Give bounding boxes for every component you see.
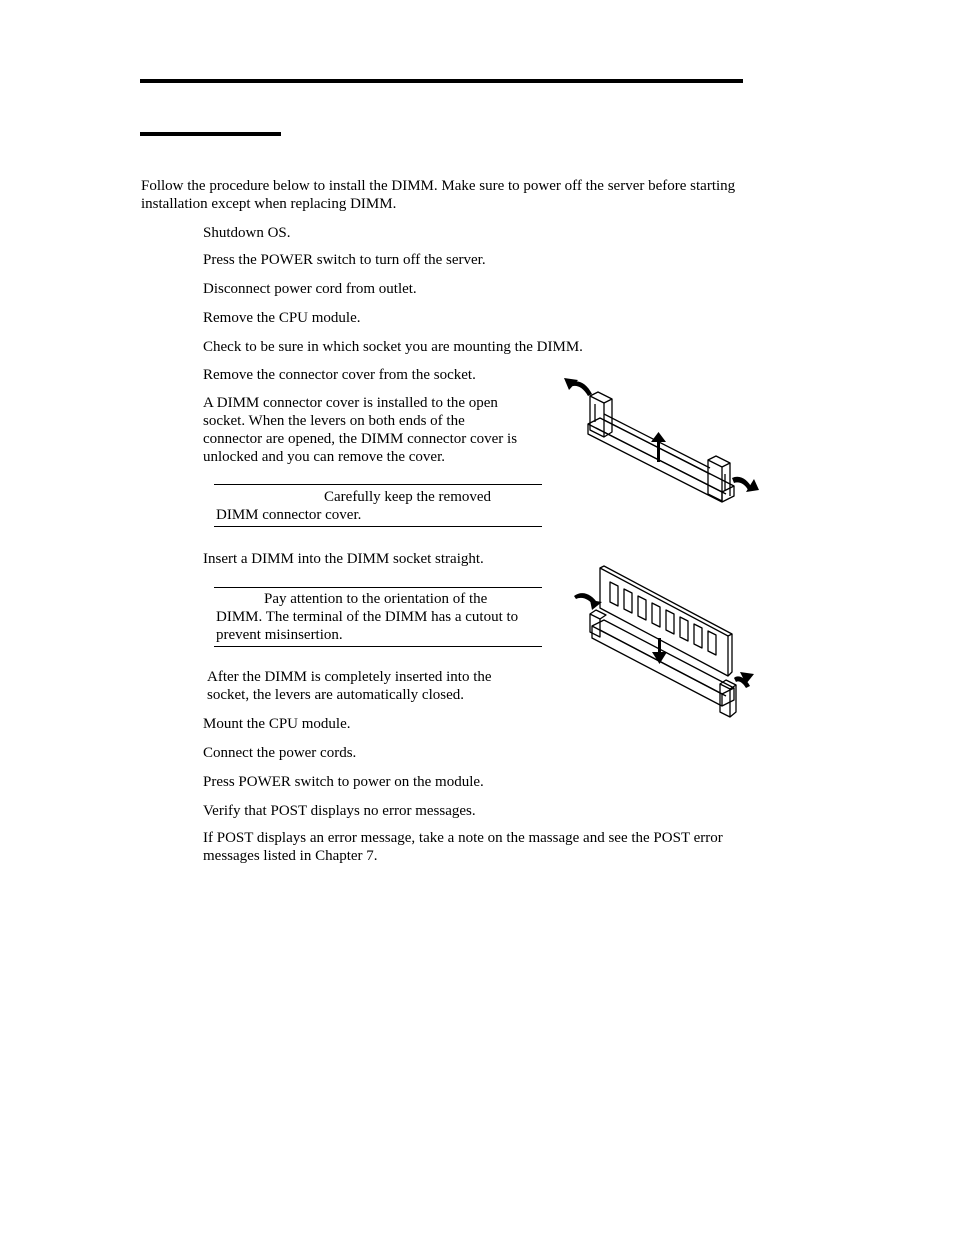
- step-8: Mount the CPU module.: [203, 716, 351, 732]
- step-7: Insert a DIMM into the DIMM socket straight.: [203, 551, 484, 567]
- note-2-line-3: prevent misinsertion.: [216, 627, 343, 643]
- top-rule: [140, 79, 743, 83]
- section-rule: [140, 132, 281, 136]
- dimm-insertion-illustration: [570, 566, 760, 726]
- step-9: Connect the power cords.: [203, 745, 357, 761]
- step-6-detail-2: socket. When the levers on both ends of the: [203, 413, 465, 429]
- note-1-line-2: DIMM connector cover.: [216, 507, 362, 523]
- step-2: Press the POWER switch to turn off the server.: [203, 252, 486, 268]
- note-2-line-1: Pay attention to the orientation of the: [264, 591, 488, 607]
- note-2-top-rule: [214, 587, 542, 588]
- step-3: Disconnect power cord from outlet.: [203, 281, 417, 297]
- step-6-detail-4: unlocked and you can remove the cover.: [203, 449, 445, 465]
- note-1-line-1: Carefully keep the removed: [324, 489, 492, 505]
- step-6-detail-3: connector are opened, the DIMM connector cover is: [203, 431, 518, 447]
- step-4: Remove the CPU module.: [203, 310, 361, 326]
- connector-cover-removal-illustration: [560, 374, 760, 514]
- intro-line-2: installation except when replacing DIMM.: [141, 196, 397, 212]
- step-5: Check to be sure in which socket you are mounting the DIMM.: [203, 339, 583, 355]
- note-1-bottom-rule: [214, 526, 542, 527]
- step-7-detail-1: After the DIMM is completely inserted into the: [207, 669, 492, 685]
- note-1-top-rule: [214, 484, 542, 485]
- step-1: Shutdown OS.: [203, 225, 291, 241]
- step-11-detail-1: If POST displays an error message, take a note on the massage and see the POST error: [203, 830, 723, 846]
- step-6-detail-1: A DIMM connector cover is installed to the open: [203, 395, 498, 411]
- intro-line-1: Follow the procedure below to install the DIMM. Make sure to power off the server before starting: [141, 178, 736, 194]
- step-10: Press POWER switch to power on the module.: [203, 774, 484, 790]
- step-6: Remove the connector cover from the socket.: [203, 367, 476, 383]
- step-7-detail-2: socket, the levers are automatically closed.: [207, 687, 464, 703]
- step-11: Verify that POST displays no error messages.: [203, 803, 476, 819]
- note-2-bottom-rule: [214, 646, 542, 647]
- note-2-line-2: DIMM. The terminal of the DIMM has a cutout to: [216, 609, 519, 625]
- step-11-detail-2: messages listed in Chapter 7.: [203, 848, 378, 864]
